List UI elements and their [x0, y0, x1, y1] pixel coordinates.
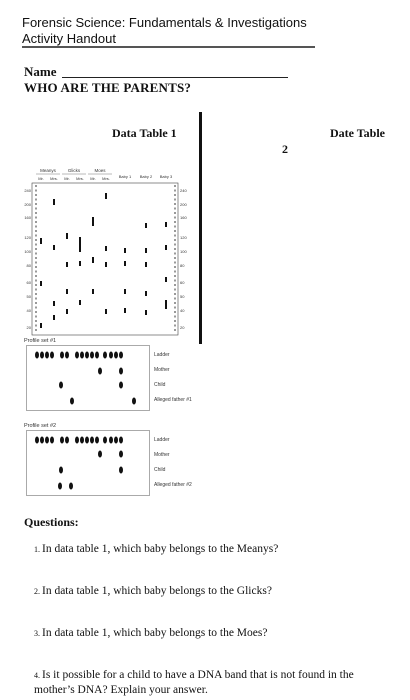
ladder-tick-label: 40 — [180, 308, 185, 313]
profile-2-row-alleged-father: Alleged father #2 — [154, 482, 192, 488]
ladder-tick-label: 100 — [24, 249, 31, 254]
ladder-tick-label: 200 — [180, 202, 187, 207]
name-blank[interactable] — [62, 77, 288, 78]
data-table-2-number: 2 — [282, 142, 288, 156]
gel-bands — [40, 193, 167, 328]
question-1 — [34, 542, 278, 557]
handout-subtitle: Activity Handout — [22, 31, 116, 46]
question-text: In data table 1, which baby belongs to the Glicks? — [42, 585, 272, 597]
lane-label: Baby 3 — [159, 174, 173, 179]
profile-1-row-ladder: Ladder — [154, 352, 170, 358]
profile-2-row-mother: Mother — [154, 452, 170, 458]
lane-label: Mr. — [38, 176, 44, 181]
lane-label: Mr. — [64, 176, 70, 181]
ladder-tick-label: 100 — [180, 249, 187, 254]
ladder-tick-label: 20 — [26, 325, 31, 330]
profile-1-row-alleged-father: Alleged father #1 — [154, 397, 192, 403]
lane-label: Baby 1 — [118, 174, 132, 179]
question-number: 4. — [34, 671, 40, 680]
profile-1-row-mother: Mother — [154, 367, 170, 373]
question-number: 3. — [34, 629, 40, 638]
profile-2-row-ladder: Ladder — [154, 437, 170, 443]
ladder-tick-label: 120 — [180, 235, 187, 240]
ladder-tick-label: 80 — [26, 263, 31, 268]
profile-set-1-panel — [26, 345, 150, 411]
ladder-tick-label: 160 — [180, 215, 187, 220]
ladder-tick-label: 200 — [24, 202, 31, 207]
lane-label: Mr. — [90, 176, 96, 181]
profile-set-1-label: Profile set #1 — [24, 338, 57, 344]
question-text: In data table 1, which baby belongs to the Moes? — [42, 627, 268, 639]
name-label: Name — [24, 64, 57, 79]
ladder-tick-label: 50 — [26, 294, 31, 299]
data-table-1-title: Data Table 1 — [112, 126, 177, 140]
question-number: 1. — [34, 545, 40, 554]
profile-set-2-panel — [26, 430, 150, 496]
profile-1-row-child: Child — [154, 382, 166, 388]
ladder-tick-label: 120 — [24, 235, 31, 240]
ladder-tick-label: 80 — [180, 263, 185, 268]
question-text: Is it possible for a child to have a DNA band that is not found in the mother’s DNA? Explain your answer. — [34, 669, 354, 696]
lane-label: Mrs. — [76, 176, 84, 181]
family-label-meanys: Meanys — [40, 168, 56, 173]
course-title: Forensic Science: Fundamentals & Investigations — [22, 15, 307, 30]
lane-label: Baby 2 — [139, 174, 153, 179]
family-label-glicks: Glicks — [67, 168, 81, 173]
family-label-moes: Moes — [94, 168, 106, 173]
ladder-tick-label: 40 — [26, 308, 31, 313]
profile-set-2-dots — [27, 431, 151, 497]
ladder-tick-label: 160 — [24, 215, 31, 220]
ladder-tick-label: 240 — [24, 188, 31, 193]
ladder-tick-label: 20 — [180, 325, 185, 330]
lane-label: Mrs. — [50, 176, 58, 181]
lane-label: Mrs. — [102, 176, 110, 181]
ladder-tick-label: 50 — [180, 294, 185, 299]
profile-2-row-child: Child — [154, 467, 166, 473]
ladder-tick-label: 60 — [26, 280, 31, 285]
question-3 — [34, 626, 267, 641]
question-number: 2. — [34, 587, 40, 596]
question-2 — [34, 584, 272, 599]
header-rule — [22, 46, 315, 48]
gel-electrophoresis-table-1 — [20, 163, 192, 337]
profile-set-1-dots — [27, 346, 151, 412]
worksheet-title: WHO ARE THE PARENTS? — [24, 80, 192, 95]
question-text: In data table 1, which baby belongs to the Meanys? — [42, 543, 279, 555]
profile-set-2-label: Profile set #2 — [24, 423, 57, 429]
ladder-tick-label: 60 — [180, 280, 185, 285]
ladder-tick-label: 240 — [180, 188, 187, 193]
question-4 — [34, 668, 384, 697]
table-divider — [199, 112, 202, 344]
data-table-2-title: Date Table — [330, 126, 386, 140]
questions-heading: Questions: — [24, 515, 79, 529]
